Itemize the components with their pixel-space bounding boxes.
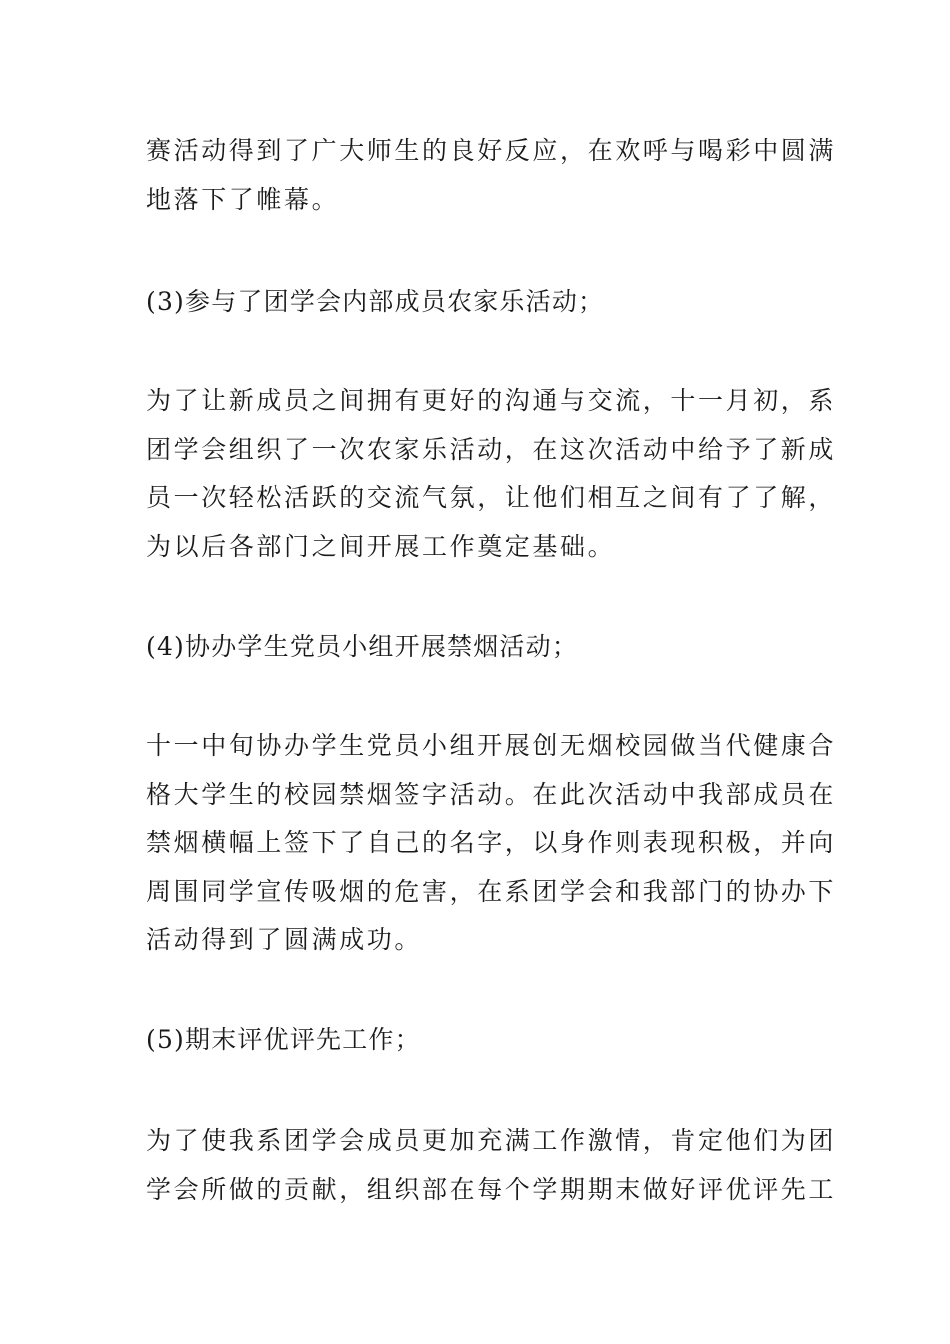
text-line: 活动得到了圆满成功。 [146,925,423,954]
heading-item-3 [146,278,811,327]
text-line: 为以后各部门之间开展工作奠定基础。 [146,531,616,561]
text-line: 团学会组织了一次农家乐活动，在这次活动中给予了新成 [146,434,837,464]
text-line: 禁烟横幅上签下了自己的名字，以身作则表现积极，并向 [146,828,837,857]
text-line: 员一次轻松活跃的交流气氛，让他们相互之间有了了解， [146,483,837,512]
text-line: 为了使我系团学会成员更加充满工作激情，肯定他们为团 [146,1126,837,1155]
paragraph-year-end-evaluation [146,1117,837,1214]
paragraph-farmhouse-activity [146,377,837,571]
heading-item-5 [146,1016,811,1065]
heading-text: (5)期末评优评先工作； [146,1025,421,1054]
heading-text: (4)协办学生党员小组开展禁烟活动； [146,632,579,661]
paragraph-contest-conclusion [146,127,837,224]
paragraph-no-smoking-activity [146,722,837,965]
heading-text: (3)参与了团学会内部成员农家乐活动； [146,287,605,316]
text-line: 为了让新成员之间拥有更好的沟通与交流，十一月初，系 [146,386,837,415]
text-line: 十一中旬协办学生党员小组开展创无烟校园做当代健康合 [146,731,837,760]
text-line: 周围同学宣传吸烟的危害，在系团学会和我部门的协办下 [146,876,837,906]
text-line: 赛活动得到了广大师生的良好反应，在欢呼与喝彩中圆满 [146,136,837,165]
heading-item-4 [146,623,811,672]
text-line: 格大学生的校园禁烟签字活动。在此次活动中我部成员在 [146,779,837,809]
text-line: 地落下了帷幕。 [146,184,340,214]
text-line: 学会所做的贡献，组织部在每个学期期末做好评优评先工 [146,1174,837,1204]
